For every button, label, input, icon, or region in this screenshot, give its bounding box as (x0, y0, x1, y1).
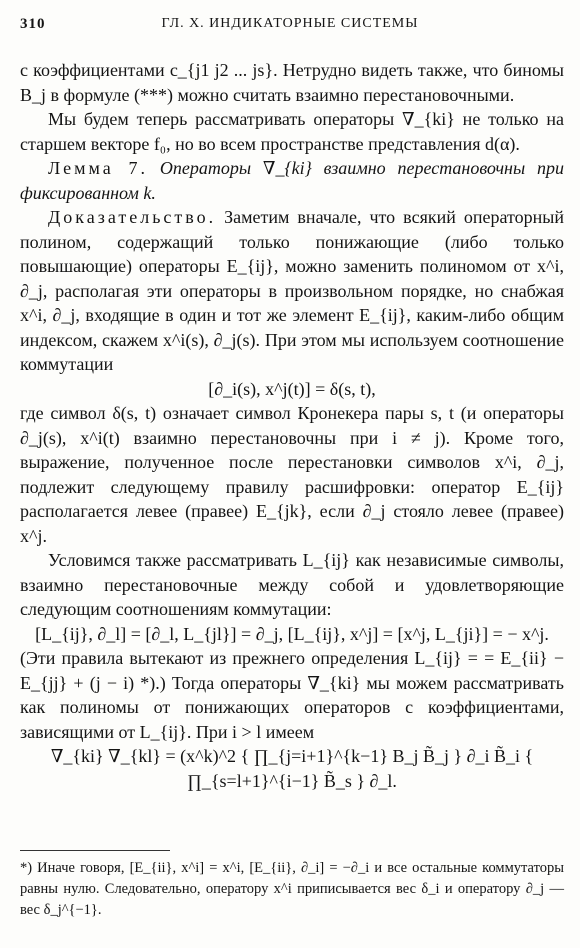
page-header (20, 16, 560, 40)
lemma-label: Лемма 7. (48, 158, 149, 178)
formula-L-commutation: [L_{ij}, ∂_l] = [∂_l, L_{jl}] = ∂_j, [L_{ij}, x^j] = [x^j, L_{ji}] = − x^j. (35, 623, 549, 644)
paragraph-2: Мы будем теперь рассматривать операторы ∇_{ki} не только на старшем векторе f₀, но во всем пространстве представления d(α). (20, 109, 564, 154)
proof (20, 205, 564, 377)
footnote-rule (20, 850, 170, 851)
main-text (20, 58, 564, 793)
page-number: 310 (20, 16, 46, 32)
footnote: *) Иначе говоря, [E_{ii}, x^i] = x^i, [E_{ii}, ∂_i] = −∂_i и все остальные коммутаторы равны нулю. Следовательно, оператору x^i приписывается вес δ_i и оператору ∂_j — вес δ_j^{−1}. (20, 860, 564, 918)
lemma-text: Операторы ∇_{ki} взаимно перестановочны при фиксированном k. (20, 158, 564, 203)
formula-commutation: [∂_i(s), x^j(t)] = δ(s, t), (208, 378, 376, 399)
paragraph-4: Условимся также рассматривать L_{ij} как независимые символы, взаимно перестановочные между собой и удовлетворяющие следующим соотношениям коммутации: (20, 550, 564, 619)
proof-text: Заметим вначале, что всякий операторный полином, содержащий только понижающие (либо только повышающие) операторы E_{ij}, можно заменить полиномом от x^i, ∂_j, располагая эти операторы в произвольном порядке, но снабжая x^i, ∂_j, входящие в один и тот же элемент E_{ij}, каким-либо общим индексом, скажем x^i(s), ∂_j(s). При этом мы используем соотношение коммутации (20, 207, 564, 374)
paragraph-5: (Эти правила вытекают из прежнего определения L_{ij} = = E_{ii} − E_{jj} + (j − i) *).) Тогда операторы ∇_{ki} мы можем рассматривать как полиномы от понижающих операторов с коэффициентами, зависящими от L_{ij}. При i > l имеем (20, 648, 564, 742)
lemma (20, 156, 564, 205)
paragraph-3: где символ δ(s, t) означает символ Кронекера пары s, t (и операторы ∂_j(s), x^i(t) взаимно перестановочны при i ≠ j). Кроме того, выражение, полученное после перестановки символов x^i, ∂_j, подлежит следующему правилу расшифровки: оператор E_{ij} располагается левее (правее) E_{jk}, если ∂_j стояло левее (правее) x^j. (20, 403, 564, 546)
proof-label: Доказательство. (48, 207, 217, 227)
formula-nabla-product: ∇_{ki} ∇_{kl} = (x^k)^2 { ∏_{j=i+1}^{k−1} B_j B̃_j } ∂_i B̃_i { ∏_{s=l+1}^{i−1} B̃_s } ∂_l. (50, 746, 534, 791)
paragraph-1: с коэффициентами c_{j1 j2 ... js}. Нетрудно видеть также, что биномы B_j в формуле (***) можно считать взаимно перестановочными. (20, 60, 564, 105)
running-head: ГЛ. X. ИНДИКАТОРНЫЕ СИСТЕМЫ (161, 16, 419, 31)
